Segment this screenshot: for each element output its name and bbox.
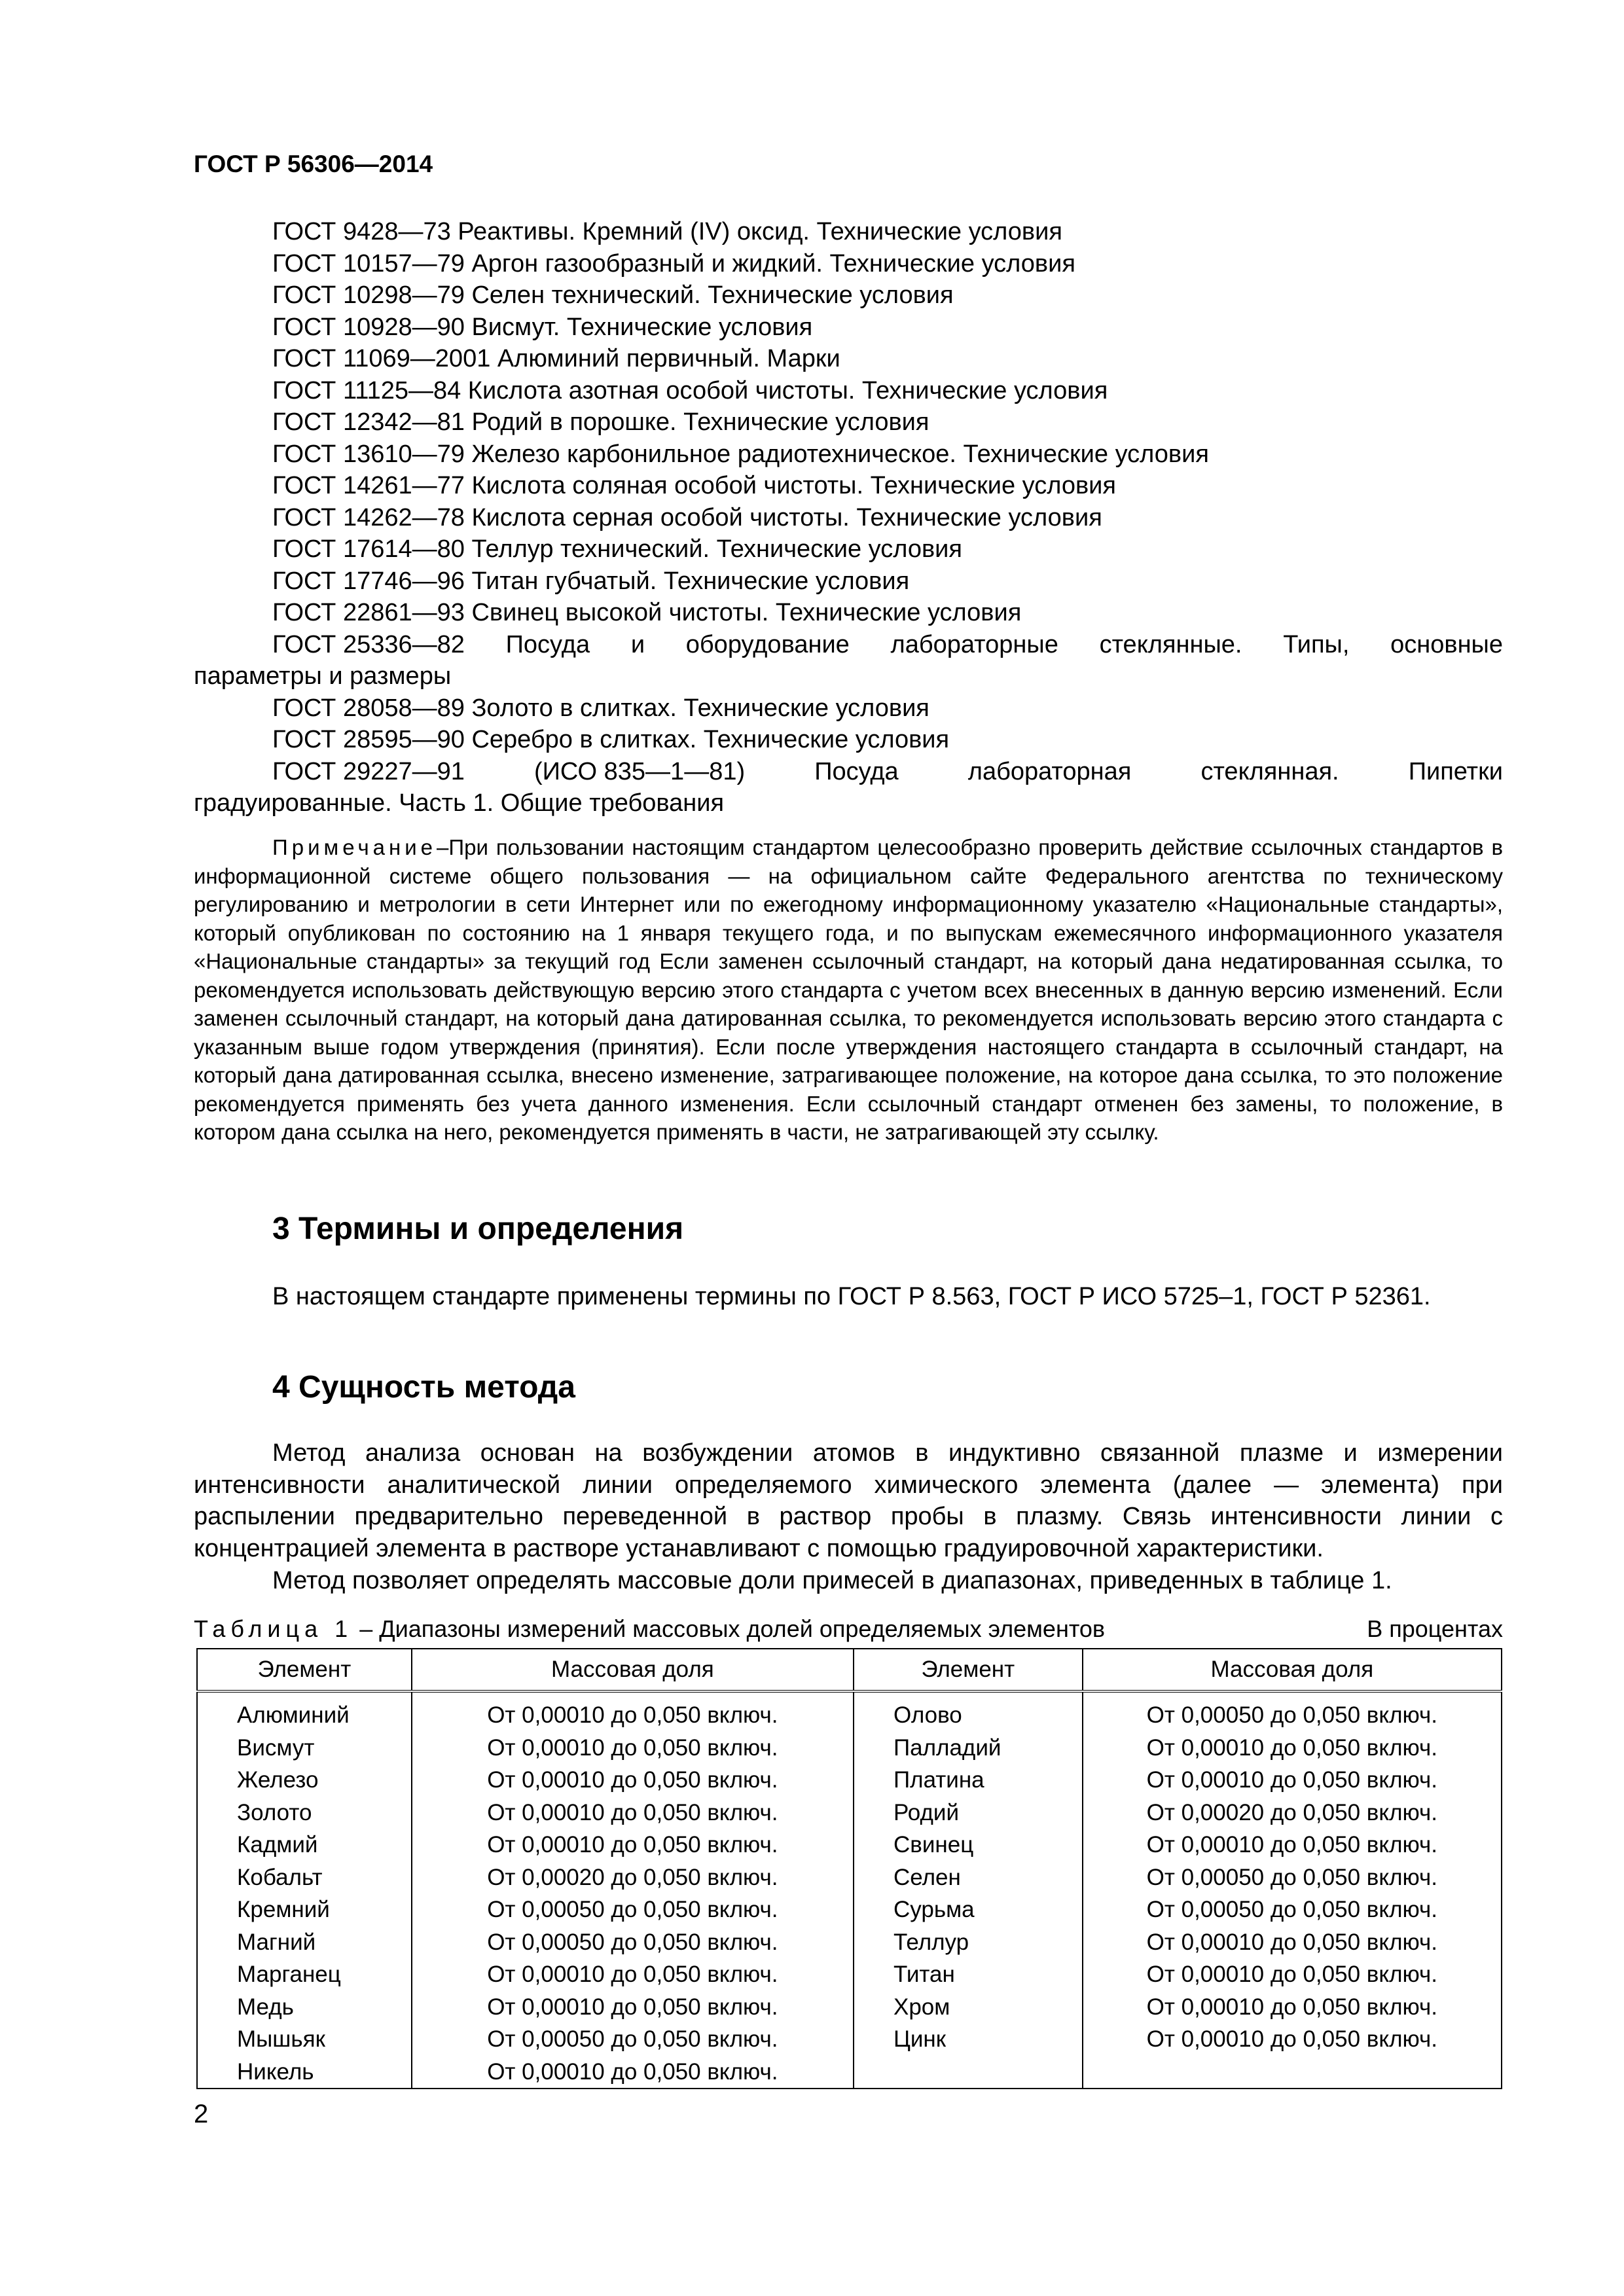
element-cell: Олово [854,1691,1083,1732]
table-row [197,1764,1502,1797]
reference-word: основные [1390,630,1503,658]
mass-fraction-cell: От 0,00010 до 0,050 включ. [412,1958,854,1991]
table-1 [196,1648,1502,2089]
reference-word: Типы, [1283,630,1350,658]
element-cell: Висмут [197,1732,412,1765]
reference-word: Посуда [505,630,590,658]
reference-line-justified [194,629,1503,661]
mass-fraction-cell: От 0,00010 до 0,050 включ. [412,1991,854,2024]
table-header-row [197,1649,1502,1691]
mass-fraction-cell [1083,2056,1502,2089]
element-cell: Теллур [854,1926,1083,1959]
element-cell: Марганец [197,1958,412,1991]
reference-line: ГОСТ 28595—90 Серебро в слитках. Технические условия [272,726,950,753]
mass-fraction-cell: От 0,00010 до 0,050 включ. [1083,1991,1502,2024]
section-4-heading: 4 Сущность метода [272,1370,575,1405]
reference-line: ГОСТ 22861—93 Свинец высокой чистоты. Технические условия [272,599,1022,626]
table-label: Таблица 1 [194,1615,353,1642]
mass-fraction-cell: От 0,00050 до 0,050 включ. [412,2023,854,2056]
element-cell: Кобальт [197,1861,412,1894]
element-cell: Мышьяк [197,2023,412,2056]
table-caption [194,1614,1503,1644]
mass-fraction-cell: От 0,00050 до 0,050 включ. [1083,1691,1502,1732]
reference-line: ГОСТ 28058—89 Золото в слитках. Технические условия [272,694,929,722]
element-cell: Медь [197,1991,412,2024]
element-cell: Цинк [854,2023,1083,2056]
table-row [197,1732,1502,1765]
table-row [197,1829,1502,1861]
element-cell: Никель [197,2056,412,2089]
table-row [197,1797,1502,1829]
element-cell: Свинец [854,1829,1083,1861]
element-cell: Хром [854,1991,1083,2024]
element-cell: Золото [197,1797,412,1829]
mass-fraction-cell: От 0,00010 до 0,050 включ. [412,1829,854,1861]
column-header: Массовая доля [1083,1649,1502,1691]
element-cell: Родий [854,1797,1083,1829]
table-row [197,2023,1502,2056]
reference-word: лабораторная [967,757,1132,785]
reference-word: оборудование [685,630,850,658]
reference-line-continuation: градуированные. Часть 1. Общие требования [194,789,725,817]
table-title-text: – Диапазоны измерений массовых долей определяемых элементов [353,1615,1106,1642]
column-header: Массовая доля [412,1649,854,1691]
note-label: Примечание [272,835,437,859]
section-4-paragraph: Метод позволяет определять массовые доли примесей в диапазонах, приведенных в таблице 1. [272,1567,1392,1594]
reference-line: ГОСТ 17746—96 Титан губчатый. Технические условия [272,567,910,595]
mass-fraction-cell: От 0,00010 до 0,050 включ. [412,1797,854,1829]
reference-line: ГОСТ 14262—78 Кислота серная особой чистоты. Технические условия [272,503,1102,531]
element-cell [854,2056,1083,2089]
reference-line: ГОСТ 10298—79 Селен технический. Технические условия [272,281,954,309]
mass-fraction-cell: От 0,00050 до 0,050 включ. [1083,1861,1502,1894]
table-row [197,1691,1502,1732]
reference-word: стеклянная. [1200,757,1339,785]
reference-line: ГОСТ 12342—81 Родий в порошке. Технические условия [272,408,929,436]
reference-word: (ИСО 835—1—81) [533,757,746,785]
element-cell: Кремний [197,1893,412,1926]
reference-line: ГОСТ 9428—73 Реактивы. Кремний (IV) оксид. Технические условия [272,218,1062,245]
section-4-paragraph: Метод анализа основан на возбуждении атомов в индуктивно связанной плазме и измерении интенсивности аналитической линии определяемого химического элемента (далее — элемента) при распылении предварительно переведенной в раствор пробы в плазму. Связь интенсивности линии с концентрацией элемента в растворе устанавливают с помощью градуировочной характеристики. [194,1439,1503,1562]
element-cell: Титан [854,1958,1083,1991]
element-cell: Железо [197,1764,412,1797]
element-cell: Сурьма [854,1893,1083,1926]
mass-fraction-cell: От 0,00020 до 0,050 включ. [412,1861,854,1894]
table-row [197,1861,1502,1894]
mass-fraction-cell: От 0,00010 до 0,050 включ. [1083,1926,1502,1959]
section-3-text: В настоящем стандарте применены термины по ГОСТ Р 8.563, ГОСТ Р ИСО 5725–1, ГОСТ Р 52361. [272,1283,1431,1310]
mass-fraction-cell: От 0,00010 до 0,050 включ. [1083,1764,1502,1797]
element-cell: Алюминий [197,1691,412,1732]
mass-fraction-cell: От 0,00050 до 0,050 включ. [412,1926,854,1959]
note-dash: – [437,835,449,859]
reference-word: ГОСТ 29227—91 [272,757,465,785]
reference-line: ГОСТ 10928—90 Висмут. Технические условия [272,313,813,341]
reference-word: Посуда [814,757,899,785]
reference-line-justified [194,756,1503,788]
table-row [197,1958,1502,1991]
mass-fraction-cell: От 0,00020 до 0,050 включ. [1083,1797,1502,1829]
reference-line: ГОСТ 17614—80 Теллур технический. Технические условия [272,535,962,563]
table-row [197,1893,1502,1926]
page-number: 2 [194,2100,209,2128]
mass-fraction-cell: От 0,00010 до 0,050 включ. [1083,2023,1502,2056]
element-cell: Палладий [854,1732,1083,1765]
reference-word: стеклянные. [1099,630,1242,658]
mass-fraction-cell: От 0,00010 до 0,050 включ. [412,1732,854,1765]
element-cell: Магний [197,1926,412,1959]
element-cell: Платина [854,1764,1083,1797]
mass-fraction-cell: От 0,00010 до 0,050 включ. [412,1764,854,1797]
element-cell: Кадмий [197,1829,412,1861]
mass-fraction-cell: От 0,00010 до 0,050 включ. [1083,1732,1502,1765]
table-title [194,1614,1105,1644]
mass-fraction-cell: От 0,00050 до 0,050 включ. [412,1893,854,1926]
table-row [197,1991,1502,2024]
reference-line: ГОСТ 11125—84 Кислота азотная особой чистоты. Технические условия [272,376,1108,404]
reference-word: Пипетки [1408,757,1503,785]
document-code-header: ГОСТ Р 56306—2014 [194,151,433,177]
column-header: Элемент [854,1649,1083,1691]
reference-line: ГОСТ 11069—2001 Алюминий первичный. Марки [272,345,840,372]
table-row [197,1926,1502,1959]
reference-word: лабораторные [890,630,1058,658]
reference-word: и [630,630,645,658]
reference-line: ГОСТ 13610—79 Железо карбонильное радиотехническое. Технические условия [272,440,1209,468]
normative-references-list [194,216,1503,819]
mass-fraction-cell: От 0,00010 до 0,050 включ. [412,2056,854,2089]
note-block [194,833,1503,1147]
reference-line: ГОСТ 14261—77 Кислота соляная особой чистоты. Технические условия [272,472,1116,499]
element-cell: Селен [854,1861,1083,1894]
mass-fraction-cell: От 0,00010 до 0,050 включ. [1083,1958,1502,1991]
table-row [197,2056,1502,2089]
reference-line-continuation: параметры и размеры [194,662,452,690]
table-units: В процентах [1367,1615,1503,1642]
reference-line: ГОСТ 10157—79 Аргон газообразный и жидкий. Технические условия [272,249,1075,278]
mass-fraction-cell: От 0,00010 до 0,050 включ. [1083,1829,1502,1861]
mass-fraction-cell: От 0,00050 до 0,050 включ. [1083,1893,1502,1926]
mass-fraction-cell: От 0,00010 до 0,050 включ. [412,1691,854,1732]
section-3-heading: 3 Термины и определения [272,1211,684,1246]
reference-word: ГОСТ 25336—82 [272,630,465,658]
note-text: При пользовании настоящим стандартом целесообразно проверить действие ссылочных стандартов в информационной системе общего пользования — на официальном сайте Федерального агентства по техническому регулированию и метрологии в сети Интернет или по ежегодному информационному указателю «Национальные стандарты», который опубликован по состоянию на 1 января текущего года, и по выпускам ежемесячного информационного указателя «Национальные стандарты» за текущий год Если заменен ссылочный стандарт, на который дана недатированная ссылка, то рекомендуется использовать действующую версию этого стандарта с учетом всех внесенных в данную версию изменений. Если заменен ссылочный стандарт, на который дана датированная ссылка, то рекомендуется использовать версию этого стандарта с указанным выше годом утверждения (принятия). Если после утверждения настоящего стандарта в ссылочный стандарт, на который дана датированная ссылка, внесено изменение, затрагивающее положение, на которое дана ссылка, то это положение рекомендуется применять без учета данного изменения. Если ссылочный стандарт отменен без замены, то положение, в котором дана ссылка на него, рекомендуется применять в части, не затрагивающей эту ссылку. [194,835,1503,1144]
column-header: Элемент [197,1649,412,1691]
